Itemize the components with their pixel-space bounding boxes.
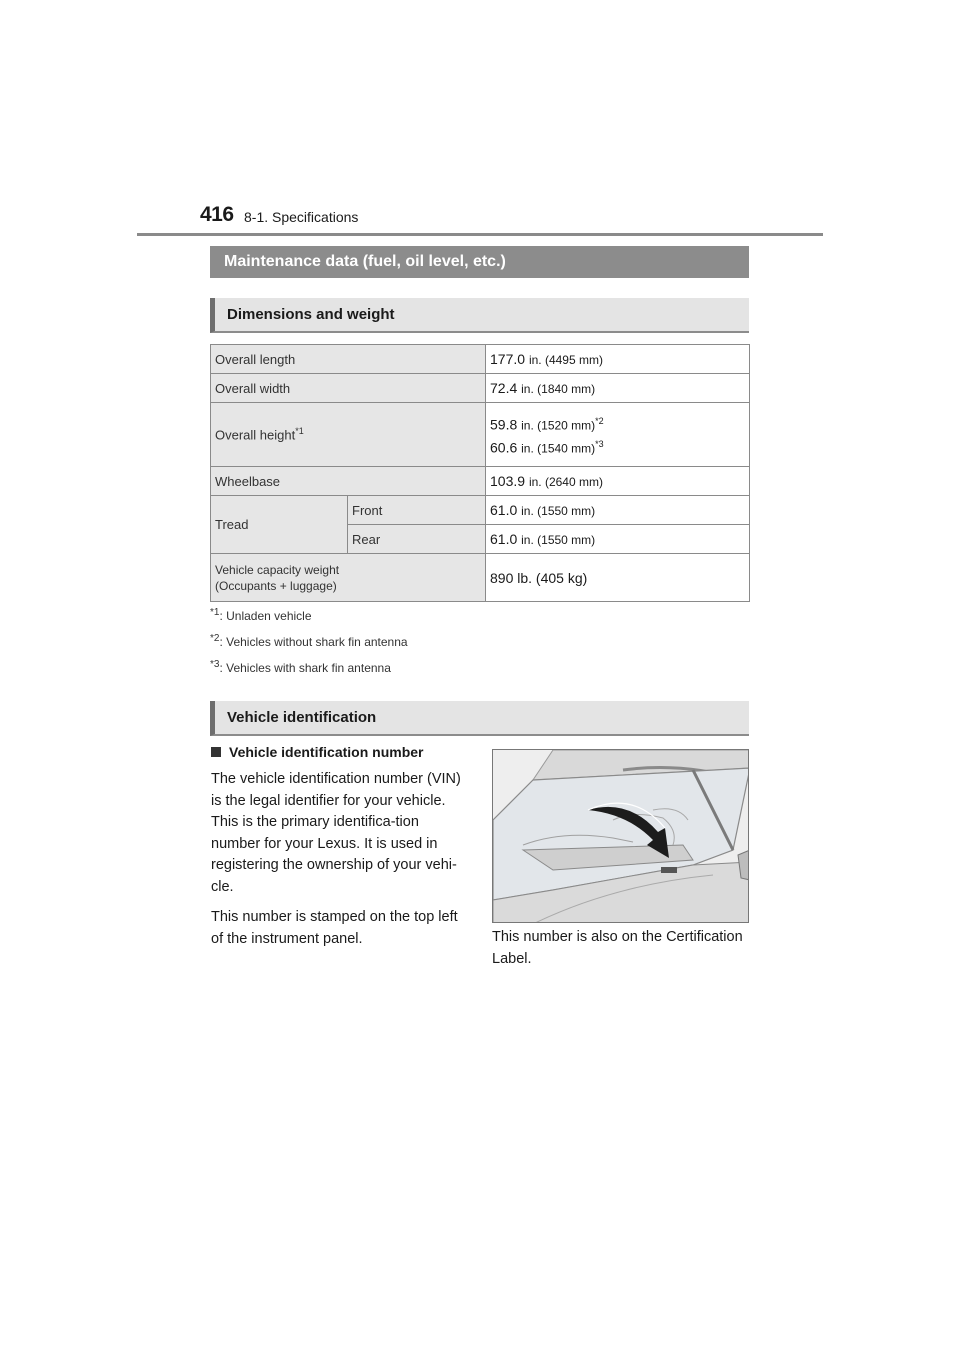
footnote-1: $^{*1}$: Unladen vehicle	[210, 607, 312, 623]
dimensions-heading: Dimensions and weight	[210, 298, 749, 333]
table-row	[211, 554, 750, 602]
table-row	[211, 345, 750, 374]
tread-rear-value: 61.0 in. (1550 mm)	[486, 525, 750, 554]
vin-location-illustration	[492, 749, 749, 923]
capacity-value: 890 lb. (405 kg)	[486, 554, 750, 602]
vin-paragraph-2: This number is stamped on the top left of the instrument panel.	[211, 909, 458, 947]
wheelbase-label: Wheelbase	[211, 467, 486, 496]
table-row	[211, 403, 750, 467]
footnote-mark: *1	[295, 426, 304, 437]
capacity-label: Vehicle capacity weight (Occupants + luggage)	[211, 554, 486, 602]
table-row	[211, 496, 750, 525]
main-heading: Maintenance data (fuel, oil level, etc.)	[210, 246, 749, 278]
header-divider	[137, 233, 823, 236]
overall-length-label: Overall length	[211, 345, 486, 374]
footnote-2: $^{*2}$: Vehicles without shark fin antenna	[210, 633, 408, 649]
overall-length-value: 177.0 in. (4495 mm)	[486, 345, 750, 374]
tread-front-label: Front	[348, 496, 486, 525]
tread-label: Tread	[211, 496, 348, 554]
dimensions-table	[210, 344, 750, 602]
overall-width-label: Overall width	[211, 374, 486, 403]
overall-width-value: 72.4 in. (1840 mm)	[486, 374, 750, 403]
overall-height-value: 59.8 in. (1520 mm)$^{*2}$ 60.6 in. (1540 mm)$^{*3}$	[486, 403, 750, 467]
overall-height-label: Overall height$^{*1}$	[211, 403, 486, 467]
vin-paragraph-1: The vehicle identification number (VIN) is the legal identifier for your vehicle. This is the primary identifica-tion number for your Lexus. It is used in registering the ownership of your vehi-cle.	[211, 771, 461, 895]
table-row	[211, 374, 750, 403]
wheelbase-value: 103.9 in. (2640 mm)	[486, 467, 750, 496]
vin-subheading: Vehicle identification number	[211, 744, 423, 760]
page-number: 416	[200, 203, 234, 226]
table-row	[211, 467, 750, 496]
tread-rear-label: Rear	[348, 525, 486, 554]
footnote-3: $^{*3}$: Vehicles with shark fin antenna	[210, 659, 391, 675]
windshield-vin-illustration	[493, 750, 749, 923]
square-bullet-icon	[211, 747, 221, 757]
section-title: 8-1. Specifications	[244, 209, 359, 225]
tread-front-value: 61.0 in. (1550 mm)	[486, 496, 750, 525]
vehicle-identification-heading: Vehicle identification	[210, 701, 749, 736]
vin-figure-caption: This number is also on the Certification Label.	[492, 929, 743, 967]
